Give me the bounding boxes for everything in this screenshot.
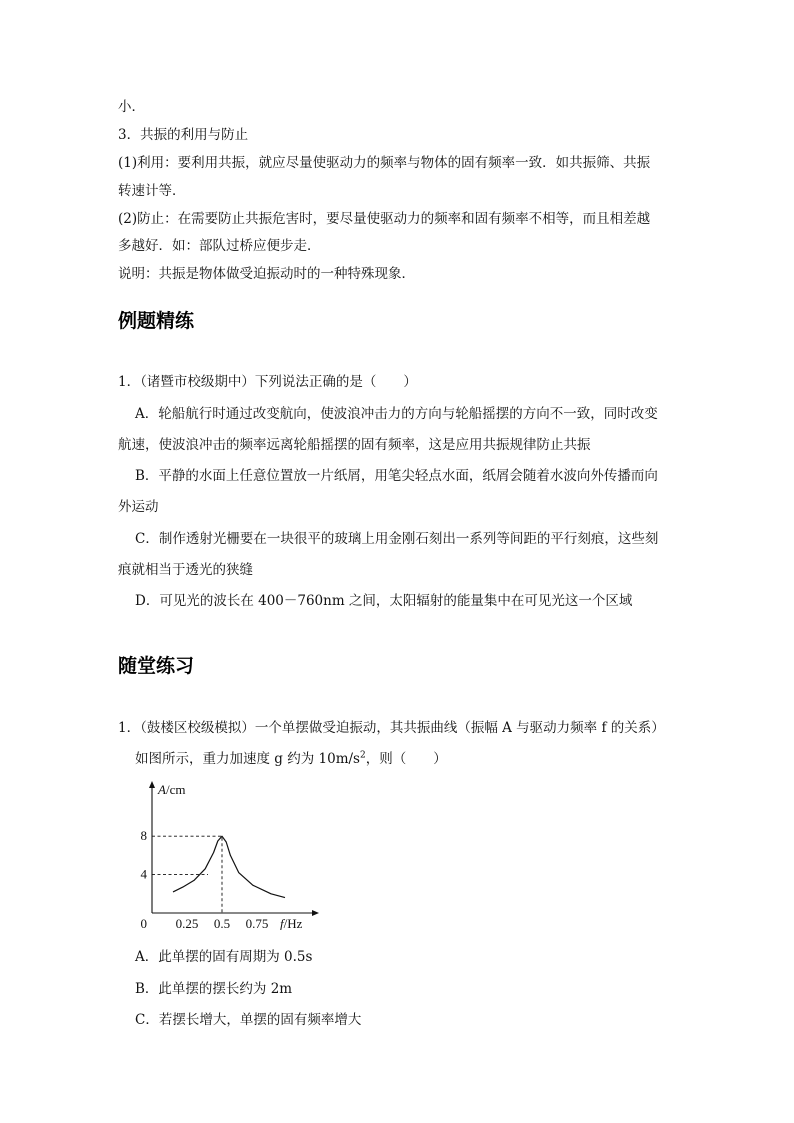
intro-line: 3．共振的利用与防止 bbox=[118, 127, 249, 143]
y-axis-arrow bbox=[149, 781, 155, 788]
x-tick-label: 0.75 bbox=[245, 916, 269, 930]
option-c: C．制作透射光栅要在一块很平的玻璃上用金刚石刻出一系列等间距的平行刻痕，这些刻 bbox=[135, 531, 659, 547]
option-a-cont: 航速，使波浪冲击的频率远离轮船摇摆的固有频率，这是应用共振规律防止共振 bbox=[118, 437, 591, 453]
option-c: C．若摆长增大，单摆的固有频率增大 bbox=[135, 1012, 362, 1028]
intro-line: 说明：共振是物体做受迫振动时的一种特殊现象． bbox=[118, 266, 415, 282]
option-a: A．轮船航行时通过改变航向，使波浪冲击力的方向与轮船摇摆的方向不一致，同时改变 bbox=[135, 406, 658, 422]
option-b: B．此单摆的摆长约为 2m bbox=[135, 981, 293, 997]
intro-line: 转速计等． bbox=[118, 183, 186, 199]
chart-svg bbox=[130, 780, 330, 930]
resonance-curve bbox=[173, 836, 285, 897]
intro-line: (1)利用：要利用共振，就应尽量使驱动力的频率与物体的固有频率一致．如共振筛、共振 bbox=[118, 155, 651, 171]
intro-line: 小． bbox=[118, 99, 145, 115]
x-tick-label: 0.25 bbox=[175, 916, 199, 930]
option-a: A．此单摆的固有周期为 0.5s bbox=[135, 949, 313, 965]
intro-line: 多越好．如：部队过桥应便步走． bbox=[118, 238, 321, 254]
x-axis-arrow bbox=[312, 910, 319, 916]
superscript: 2 bbox=[359, 750, 366, 761]
x-tick-label: 0.5 bbox=[213, 916, 231, 930]
question-stem: 1．（鼓楼区校级模拟）一个单摆做受迫振动，其共振曲线（振幅 A 与驱动力频率 f 的关系） bbox=[118, 720, 665, 736]
y-tick-label: 4 bbox=[140, 866, 147, 882]
option-d: D．可见光的波长在 400－760nm 之间，太阳辐射的能量集中在可见光这一个区域 bbox=[135, 593, 633, 609]
y-axis-label: A/cm bbox=[158, 782, 186, 797]
section-title-examples: 例题精练 bbox=[118, 310, 195, 332]
y-tick-label: 8 bbox=[140, 828, 147, 844]
question-stem: 1．（诸暨市校级期中）下列说法正确的是（ ） bbox=[118, 374, 417, 390]
question-text: ，则（ ） bbox=[365, 751, 447, 767]
intro-line: (2)防止：在需要防止共振危害时，要尽量使驱动力的频率和固有频率不相等，而且相差越 bbox=[118, 211, 651, 227]
question-text: 如图所示，重力加速度 g 约为 10m/s bbox=[135, 751, 360, 767]
origin-label: 0 bbox=[140, 916, 147, 930]
option-b-cont: 外运动 bbox=[118, 499, 159, 515]
question-stem-cont bbox=[135, 747, 447, 767]
section-title-practice: 随堂练习 bbox=[118, 655, 195, 677]
x-axis-label: f/Hz bbox=[280, 916, 303, 930]
resonance-curve-chart bbox=[130, 780, 330, 930]
option-c-cont: 痕就相当于透光的狭缝 bbox=[118, 562, 253, 578]
option-b: B．平静的水面上任意位置放一片纸屑，用笔尖轻点水面，纸屑会随着水波向外传播而向 bbox=[135, 468, 658, 484]
